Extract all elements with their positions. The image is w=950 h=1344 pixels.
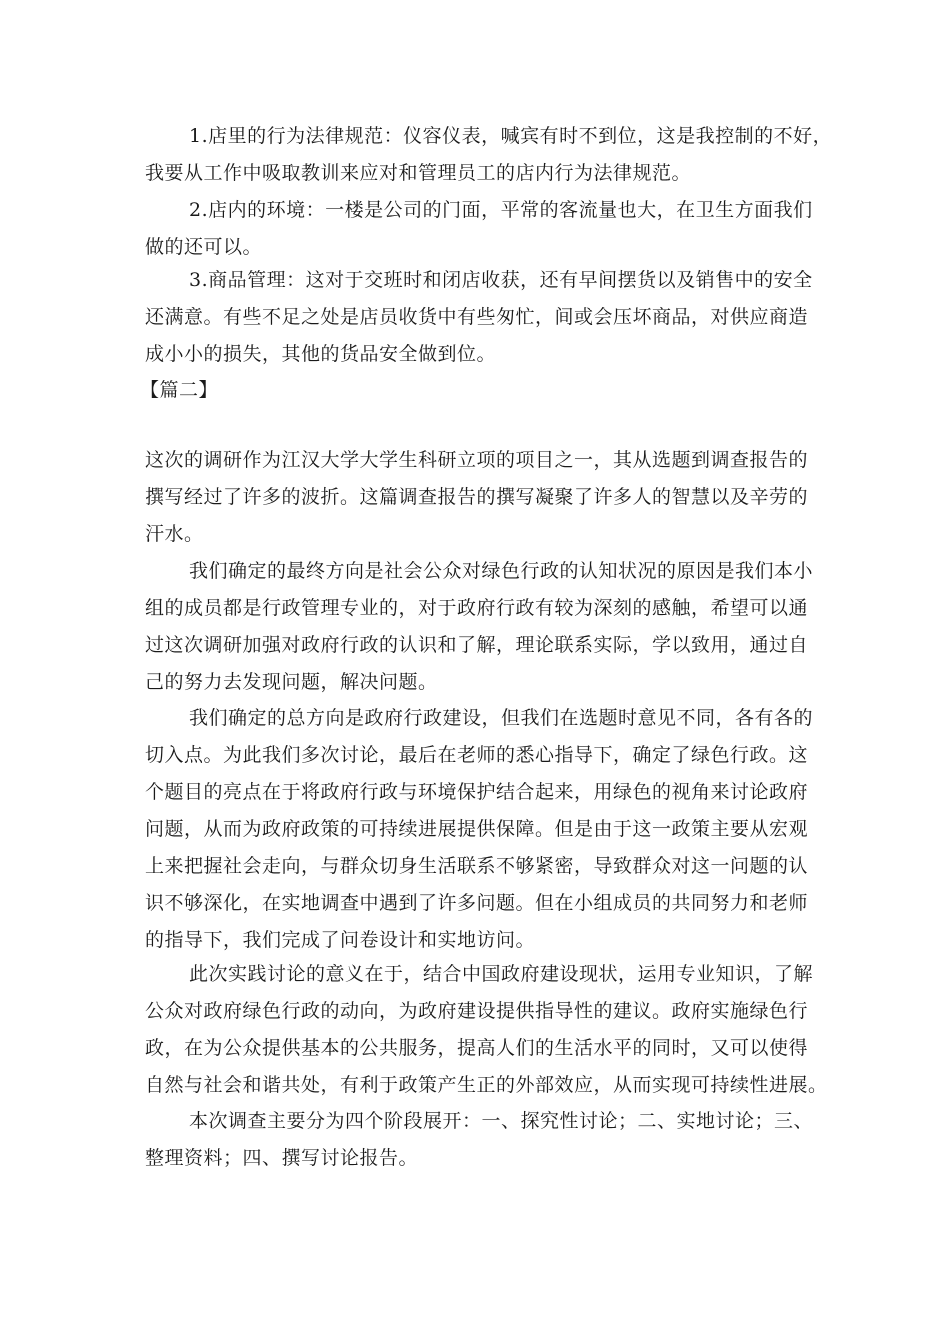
paragraph-intro <box>145 442 809 553</box>
text-line: 成小小的损失，其他的货品安全做到位。 <box>145 343 497 365</box>
text-line: 识不够深化，在实地调查中遇到了许多问题。但在小组成员的共同努力和老师 <box>145 892 809 914</box>
paragraph-direction <box>145 553 814 701</box>
text-line: 组的成员都是行政管理专业的，对于政府行政有较为深刻的感触，希望可以通 <box>145 597 809 619</box>
text-line: 做的还可以。 <box>145 236 263 258</box>
text-line: 个题目的亮点在于将政府行政与环境保护结合起来，用绿色的视角来讨论政府 <box>145 781 809 803</box>
text-line: 还满意。有些不足之处是店员收货中有些匆忙，间或会压坏商品，对供应商造 <box>145 306 809 328</box>
text-line: 过这次调研加强对政府行政的认识和了解，理论联系实际，学以致用，通过自 <box>145 634 809 656</box>
text-line: 撰写经过了许多的波折。这篇调查报告的撰写凝聚了许多人的智慧以及辛劳的 <box>145 486 809 508</box>
text-line: 上来把握社会走向，与群众切身生活联系不够紧密，导致群众对这一问题的认 <box>145 855 809 877</box>
text-line: 汗水。 <box>145 523 204 545</box>
text-line: 我要从工作中吸取教训来应对和管理员工的店内行为法律规范。 <box>145 162 692 184</box>
text-line: 己的努力去发现问题，解决问题。 <box>145 671 438 693</box>
text-line: 2.店内的环境：一楼是公司的门面，平常的客流量也大，在卫生方面我们 <box>189 199 813 221</box>
text-line: 此次实践讨论的意义在于，结合中国政府建设现状，运用专业知识，了解 <box>189 963 814 985</box>
text-line: 3.商品管理：这对于交班时和闭店收获，还有早间摆货以及销售中的安全 <box>189 269 813 291</box>
text-line: 公众对政府绿色行政的动向，为政府建设提供指导性的建议。政府实施绿色行 <box>145 1000 809 1022</box>
text-line: 1.店里的行为法律规范：仪容仪表，喊宾有时不到位，这是我控制的不好， <box>189 125 833 147</box>
text-line: 我们确定的最终方向是社会公众对绿色行政的认知状况的原因是我们本小 <box>189 560 814 582</box>
text-line: 的指导下，我们完成了问卷设计和实地访问。 <box>145 929 536 951</box>
paragraph-environment <box>145 192 813 266</box>
paragraph-stages <box>145 1103 814 1177</box>
text-line: 整理资料；四、撰写讨论报告。 <box>145 1147 419 1169</box>
text-line: 我们确定的总方向是政府行政建设，但我们在选题时意见不同，各有各的 <box>189 707 814 729</box>
paragraph-significance <box>145 956 828 1104</box>
text-line: 这次的调研作为江汉大学大学生科研立项的项目之一，其从选题到调查报告的 <box>145 449 809 471</box>
paragraph-topic <box>145 700 814 959</box>
section-heading: 【篇二】 <box>140 379 219 401</box>
text-line: 切入点。为此我们多次讨论，最后在老师的悉心指导下，确定了绿色行政。这 <box>145 744 809 766</box>
paragraph-goods <box>145 262 813 373</box>
text-line: 问题，从而为政府政策的可持续进展提供保障。但是由于这一政策主要从宏观 <box>145 818 809 840</box>
text-line: 自然与社会和谐共处，有利于政策产生正的外部效应，从而实现可持续性进展。 <box>145 1074 828 1096</box>
text-line: 政，在为公众提供基本的公共服务，提高人们的生活水平的同时，又可以使得 <box>145 1037 809 1059</box>
paragraph-conduct <box>145 118 833 192</box>
text-line: 本次调查主要分为四个阶段展开：一、探究性讨论；二、实地讨论；三、 <box>189 1110 814 1132</box>
